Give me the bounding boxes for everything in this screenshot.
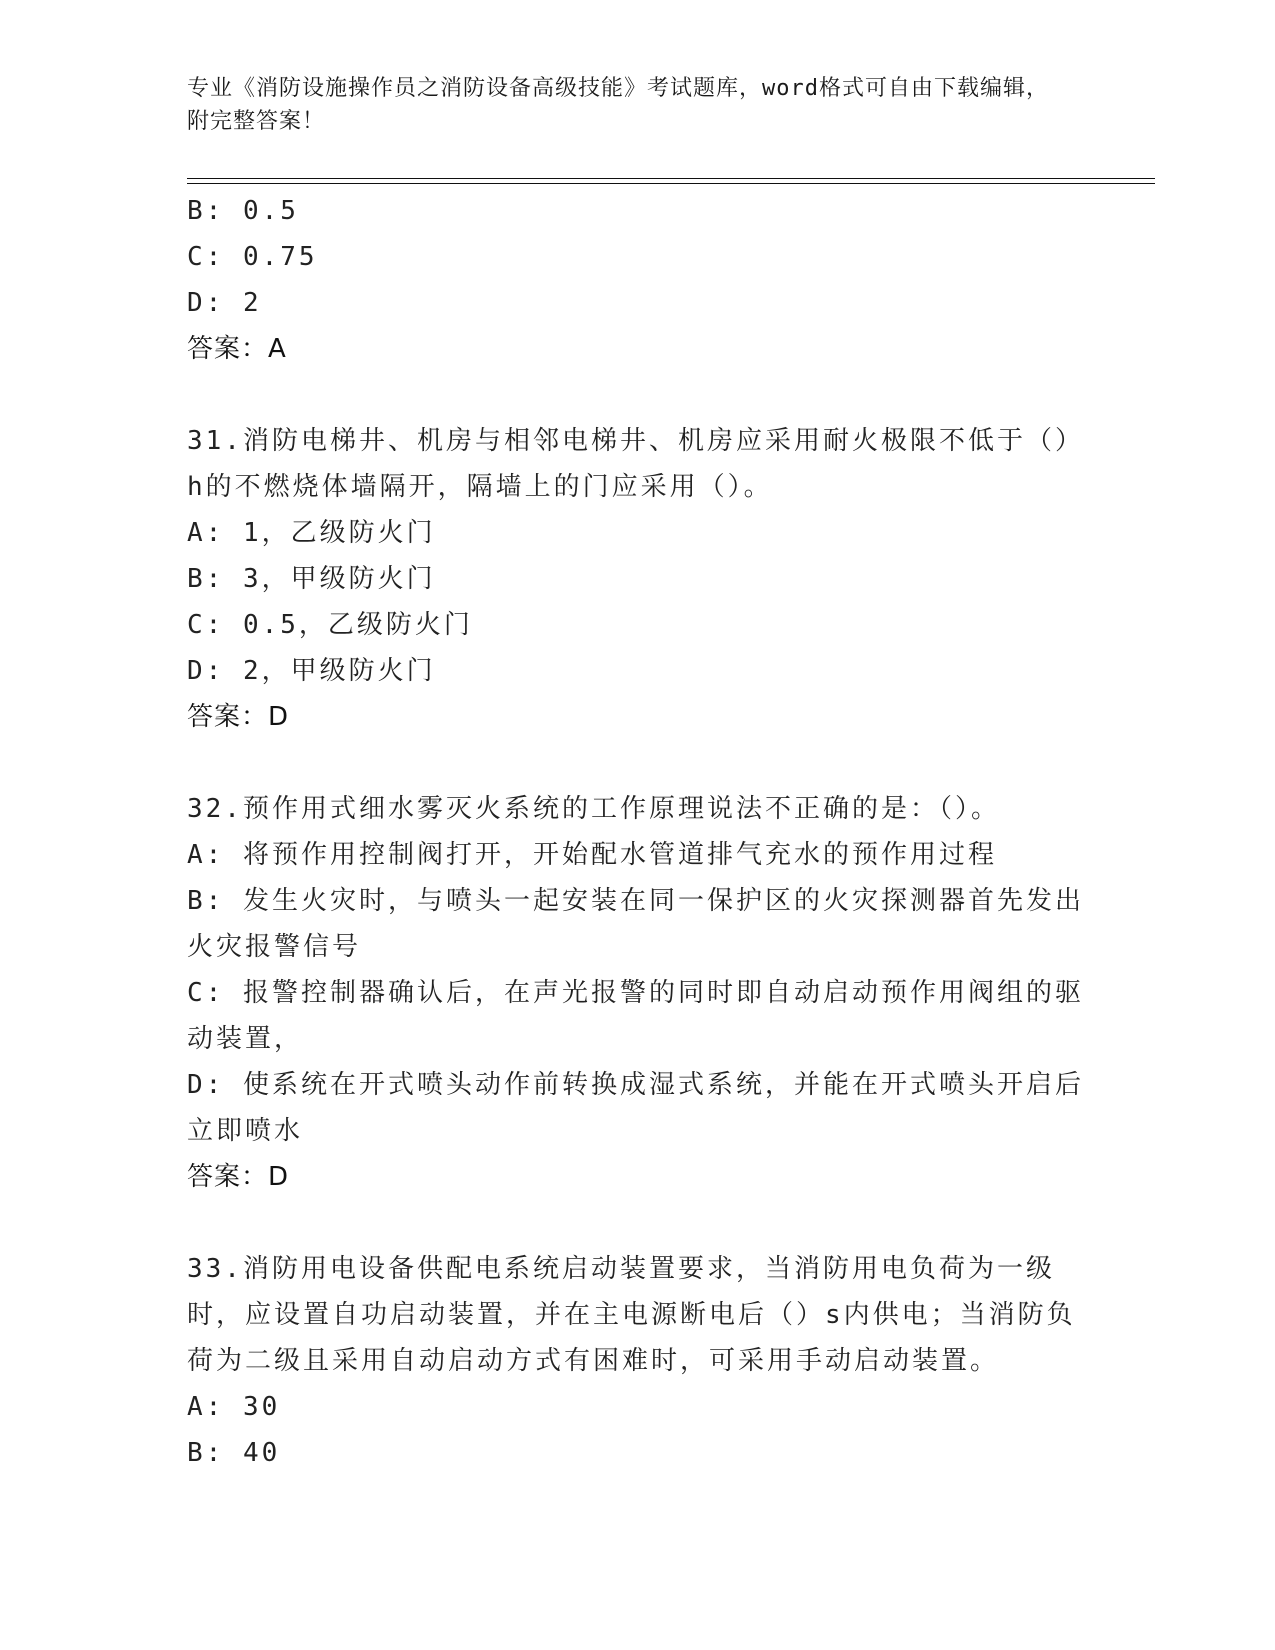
- option-c: C: 0.5，乙级防火门: [187, 610, 473, 640]
- header-divider-bottom: [187, 183, 1155, 184]
- question-content: [187, 188, 1087, 1476]
- question-31: [187, 418, 1087, 740]
- question-text: 31.消防电梯井、机房与相邻电梯井、机房应采用耐火极限不低于（）h的不燃烧体墙隔开，隔墙上的门应采用（）。: [187, 426, 1084, 502]
- option-c: C: 报警控制器确认后，在声光报警的同时即自动启动预作用阀组的驱动装置，: [187, 978, 1084, 1054]
- option-a: A: 30: [187, 1392, 281, 1422]
- option-b: B: 3，甲级防火门: [187, 564, 436, 594]
- question-text: 33.消防用电设备供配电系统启动装置要求，当消防用电负荷为一级时，应设置自功启动装置，并在主电源断电后（）s内供电；当消防负荷为二级且采用自动启动方式有困难时，可采用手动启动装置。: [187, 1254, 1076, 1376]
- option-b: B: 40: [187, 1438, 281, 1468]
- answer-line: 答案：A: [187, 334, 287, 364]
- page-header: 专业《消防设施操作员之消防设备高级技能》考试题库，word格式可自由下载编辑，附完整答案！: [187, 76, 1049, 134]
- option-d: D: 2: [187, 288, 262, 318]
- option-b: B: 发生火灾时，与喷头一起安装在同一保护区的火灾探测器首先发出火灾报警信号: [187, 886, 1084, 962]
- answer-line: 答案：D: [187, 1162, 290, 1192]
- option-a: A: 1，乙级防火门: [187, 518, 436, 548]
- answer-line: 答案：D: [187, 702, 290, 732]
- question-text: 32.预作用式细水雾灭火系统的工作原理说法不正确的是：（）。: [187, 794, 1000, 824]
- option-d: D: 使系统在开式喷头动作前转换成湿式系统，并能在开式喷头开启后立即喷水: [187, 1070, 1084, 1146]
- option-d: D: 2，甲级防火门: [187, 656, 436, 686]
- question-32: [187, 786, 1087, 1200]
- option-b: B: 0.5: [187, 196, 299, 226]
- option-c: C: 0.75: [187, 242, 318, 272]
- option-a: A: 将预作用控制阀打开，开始配水管道排气充水的预作用过程: [187, 840, 997, 870]
- question-33: [187, 1246, 1087, 1476]
- header-divider-top: [187, 178, 1155, 179]
- previous-question-tail: [187, 188, 1087, 372]
